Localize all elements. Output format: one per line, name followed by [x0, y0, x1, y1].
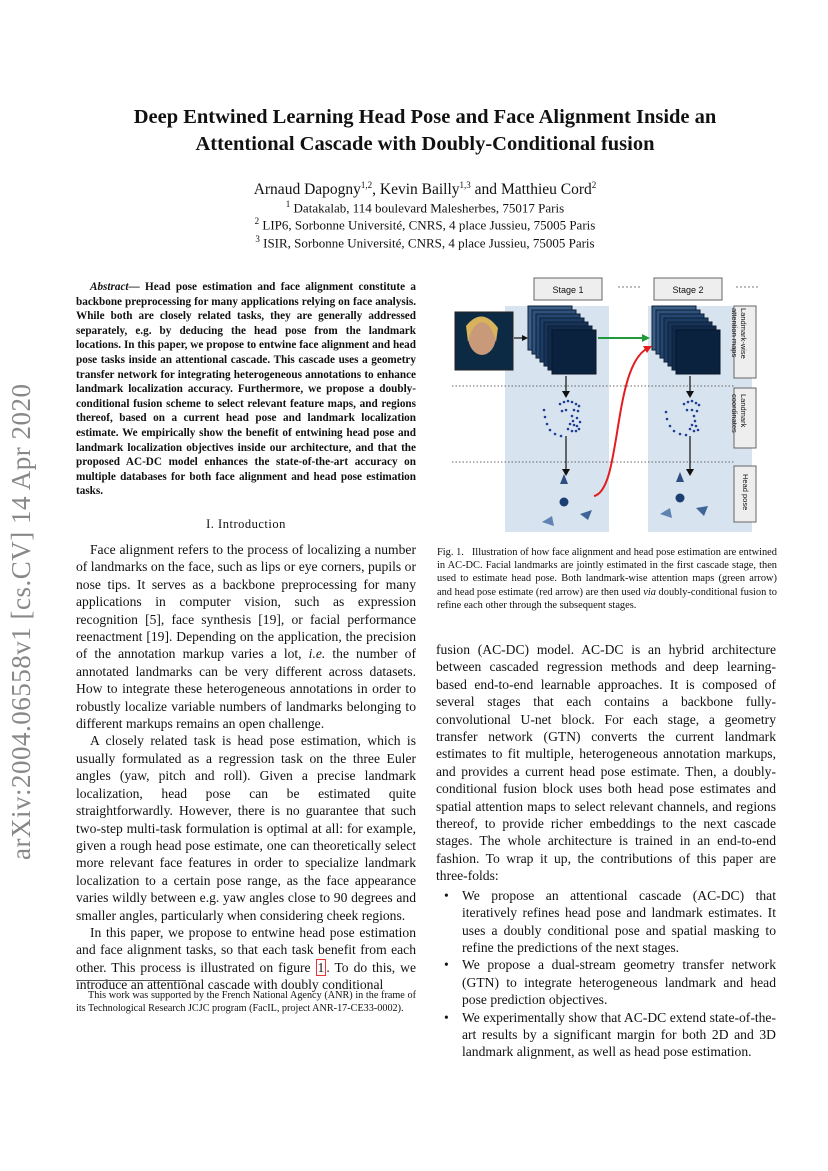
- list-item: • We experimentally show that AC-DC extend state-of-the-art results by a significant margin for both 2D and 3D landmark alignment, as well as head pose estimation.: [462, 1009, 776, 1061]
- author-affil-mark: 1,3: [459, 180, 471, 190]
- affil-text: Datakalab, 114 boulevard Malesherbes, 75017 Paris: [293, 200, 565, 216]
- title-line-2: Attentional Cascade with Doubly-Conditional fusion: [195, 133, 655, 155]
- abstract: [76, 280, 416, 499]
- paragraph: [76, 924, 416, 994]
- caption-text: doubly-conditional fusion to refine each other through the subsequent stages.: [437, 586, 777, 611]
- figure-caption: [437, 546, 777, 612]
- caption-prefix: Fig. 1.: [437, 547, 464, 558]
- paragraph: fusion (AC-DC) model. AC-DC is an hybrid architecture between cascaded regression methods and deep learning-based end-to-end learnable approaches. It is composed of several stages that each contains a backbone fully-convolutional U-net block. For each stage, a geometry transfer network (GTN) converts the current landmark estimates to fit multiple, heterogeneous annotation markups, and provides a current head pose estimate. Then, a doubly-conditional fusion block uses both head pose estimates and spatial attention maps to select relevant channels, and regions thereof, to provide richer embeddings to the next cascade stages. The whole architecture is trained in an end-to-end fashion. To wrap it up, the contributions of this paper are three-folds:: [436, 642, 776, 884]
- side-label-head-pose: Head pose: [741, 474, 750, 511]
- abstract-text: Head pose estimation and face alignment constitute a backbone preprocessing for many applications relying on face analysis. While both are closely related tasks, they are generally addressed separately, e.g. by deducing the head pose from the landmark locations. In this paper, we propose to entwine face alignment and head pose tasks inside an attentional cascade. This cascade uses a geometry transfer network for integrating heterogeneous annotations to enhance landmark localization accuracy. Furthermore, we propose a doubly-conditional fusion scheme to select relevant feature maps, and regions thereof, based on a current head pose and landmark localization estimate. We empirically show the benefit of entwining head pose and landmark localization objectives inside our architecture, and that the proposed AC-DC model enhances the state-of-the-art accuracy on multiple databases for both face alignment and head pose estimation tasks.: [76, 281, 416, 498]
- affil-mark: 2: [254, 216, 260, 226]
- caption-text: Illustration of how face alignment and head pose estimation are entwined in AC-DC. Facial landmarks are jointly estimated in the first cascade stage, then used to estimate head pose. Both landmark-wise attention maps (green arrow) and head pose estimate (red arrow) are then used: [437, 547, 777, 598]
- paragraph: A closely related task is head pose estimation, which is usually formulated as a regression task on the three Euler angles (yaw, pitch and roll). Given a precise landmark localization, head pose can be estimated quite straightforwardly. However, there is no guarantee that such two-step multi-task formulation is optimal at all: for example, given a rough head pose estimate, one can theoretically select more relevant face features in order to specialize landmark localization to a certain pose range, as the face appearance varies wildly between e.g. yaw angles close to 90 degrees and smaller angles, particularly when considering cheek regions.: [76, 733, 416, 923]
- affil-text: ISIR, Sorbonne Université, CNRS, 4 place Jussieu, 75005 Paris: [263, 235, 595, 251]
- footnote: [76, 989, 416, 1015]
- caption-italic: via: [643, 586, 656, 598]
- side-label-coordinates: Landmarkcoordinates: [730, 394, 748, 433]
- stage2-label: Stage 2: [672, 285, 704, 295]
- author-separator: ,: [372, 181, 380, 199]
- abstract-label: Abstract: [90, 281, 129, 293]
- author-affil-mark: 1,2: [360, 180, 373, 190]
- abstract-dash: —: [128, 281, 140, 293]
- paragraph-italic: i.e.: [308, 646, 326, 662]
- paragraph-text: Face alignment refers to the process of localizing a number of landmarks on the face, such as lips or eye corners, pupils or nose tips. It serves as a backbone preprocessing for many applications in computer vision, such as expression recognition [5], face synthesis [19], or facial performance reenactment [19]. Depending on the application, the precision of the annotation markup varies a lot,: [76, 542, 416, 662]
- figure-1-diagram: [452, 276, 782, 534]
- author-name: Matthieu Cord: [500, 181, 592, 199]
- stage1-label: Stage 1: [552, 285, 584, 295]
- footnote-rule: [76, 980, 186, 981]
- title-line-1: Deep Entwined Learning Head Pose and Face Alignment Inside an: [133, 106, 717, 128]
- list-item: • We propose an attentional cascade (AC-DC) that iteratively refines head pose and landmark estimates. It uses a doubly conditional pose and spatial masking to refine the predictions of the next stages.: [462, 887, 776, 957]
- affil-mark: 3: [255, 234, 260, 244]
- section-heading: I. Introduction: [206, 517, 286, 531]
- affil-text: LIP6, Sorbonne Université, CNRS, 4 place Jussieu, 75005 Paris: [262, 217, 596, 233]
- figure-reference-link[interactable]: 1: [317, 959, 325, 975]
- attention-map: [552, 330, 596, 374]
- intro-left-column: [76, 541, 416, 994]
- author-name: Kevin Bailly: [379, 181, 460, 199]
- paragraph-text: In this paper, we propose to entwine head pose estimation and face alignment tasks, so that each task benefit from each other. This process is illustrated on figure: [76, 924, 416, 975]
- author-affil-mark: 2: [591, 180, 597, 190]
- paper-title: [60, 104, 790, 158]
- attention-map: [676, 330, 720, 374]
- side-label-attention: Landmark-wiseattention maps: [730, 308, 748, 359]
- paragraph-text: . To do this, we introduce an attentional cascade with doubly conditional: [76, 959, 416, 993]
- paragraph: [76, 541, 416, 732]
- author-name: Arnaud Dapogny: [253, 181, 361, 199]
- affiliation: [60, 231, 790, 251]
- arxiv-identifier: arXiv:2004.06558v1 [cs.CV] 14 Apr 2020: [6, 383, 36, 860]
- author-and: and: [470, 181, 501, 199]
- affil-mark: 1: [285, 199, 291, 209]
- contribution-list: [436, 887, 776, 1061]
- list-item: • We propose a dual-stream geometry transfer network (GTN) to integrate heterogeneous landmark and head pose prediction objectives.: [462, 956, 776, 1008]
- paragraph-text: the number of annotated landmarks can be very different across datasets. How to integrate these heterogeneous annotations in order to robustly localize variable numbers of landmarks belonging to different markups remains an open challenge.: [76, 646, 416, 732]
- figure-1: [452, 276, 782, 534]
- footnote-text: This work was supported by the French National Agency (ANR) in the frame of its Technological Research JCJC program (FacIL, project ANR-17-CE33-0002).: [76, 990, 416, 1014]
- intro-right-column: [436, 641, 776, 1061]
